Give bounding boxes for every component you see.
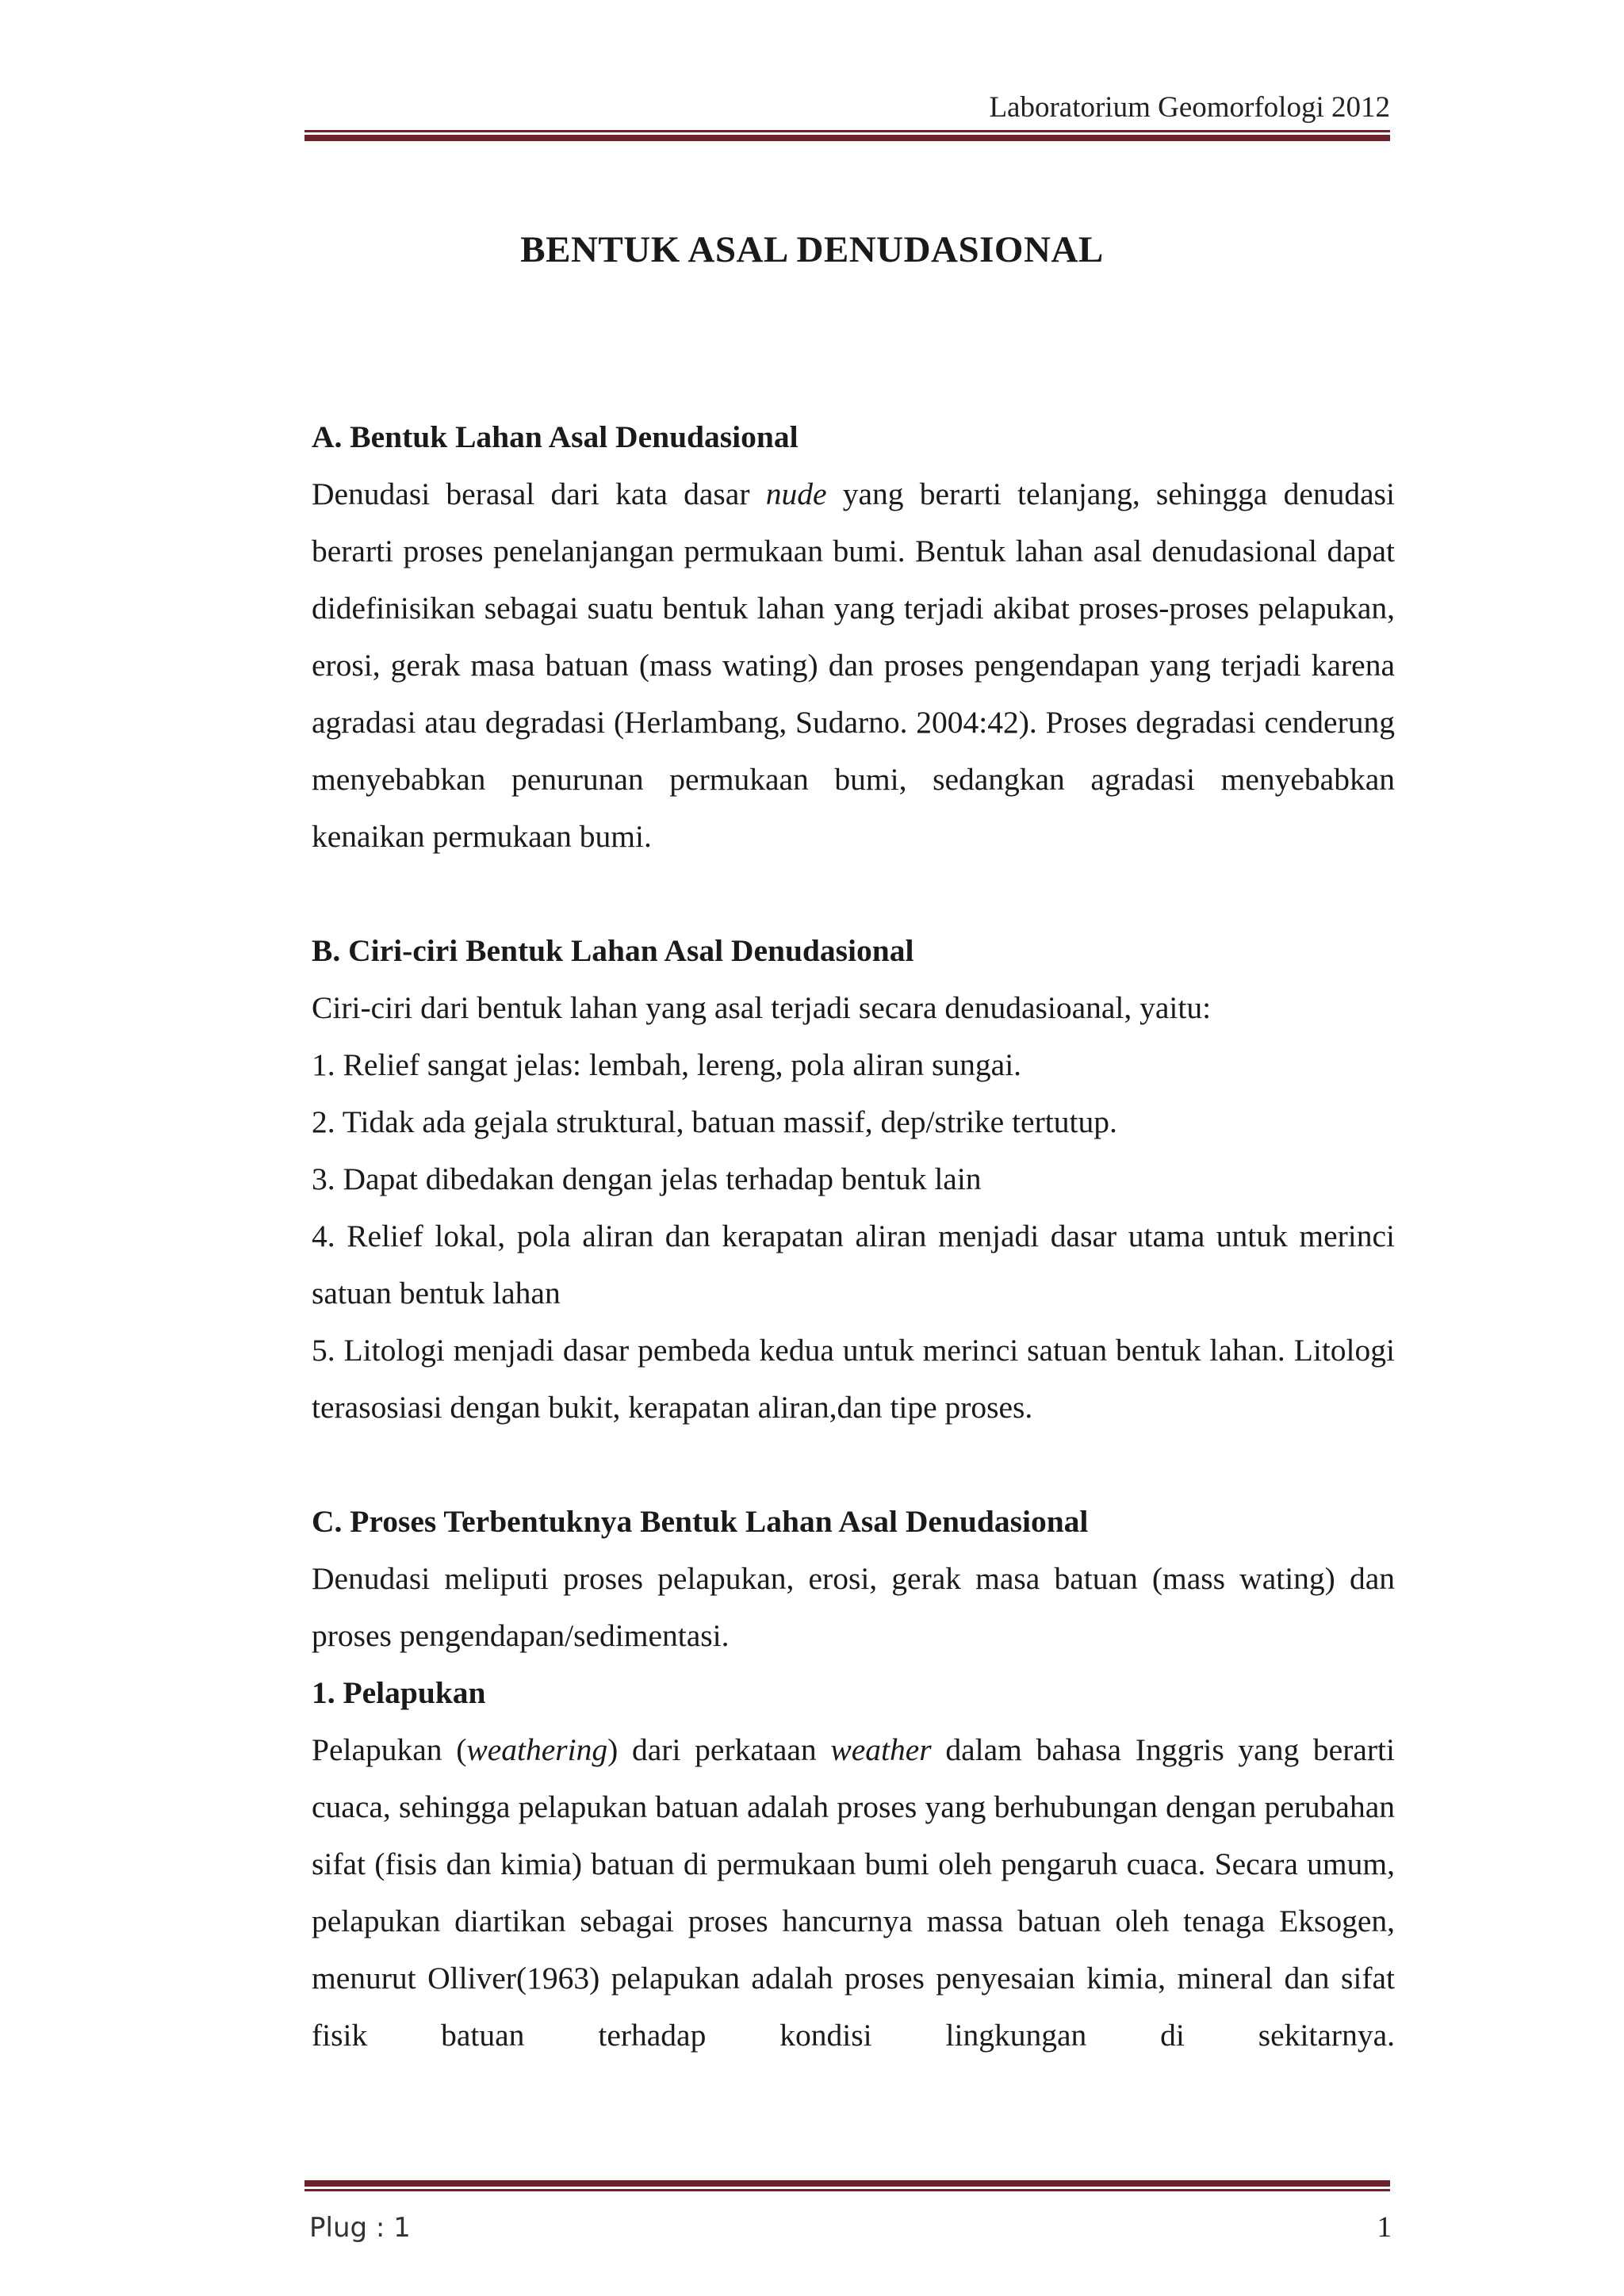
- section-c-heading: C. Proses Terbentuknya Bentuk Lahan Asal Denudasional: [312, 1504, 1089, 1539]
- list-item: 3. Dapat dibedakan dengan jelas terhadap bentuk lain: [312, 1161, 982, 1196]
- section-b-heading: B. Ciri-ciri Bentuk Lahan Asal Denudasional: [312, 933, 914, 968]
- header-rule: [304, 130, 1390, 141]
- section-b-intro: Ciri-ciri dari bentuk lahan yang asal terjadi secara denudasioanal, yaitu:: [312, 990, 1212, 1025]
- footer-rule: [304, 2180, 1390, 2191]
- subsection-pelapukan-paragraph: Pelapukan (weathering) dari perkataan weather dalam bahasa Inggris yang berarti cuaca, sehingga pelapukan batuan adalah proses yang berhubungan dengan perubahan sifat (fisis dan kimia) batuan di permukaan bumi oleh pengaruh cuaca. Secara umum, pelapukan diartikan sebagai proses hancurnya massa batuan oleh tenaga Eksogen, menurut Olliver(1963) pelapukan adalah proses penyesaian kimia, mineral dan sifat fisik batuan terhadap kondisi lingkungan di sekitarnya.: [312, 1732, 1395, 2053]
- page-number: 1: [1377, 2211, 1392, 2244]
- footer-label: Plug : 1: [309, 2212, 411, 2244]
- section-c-intro: Denudasi meliputi proses pelapukan, erosi, gerak masa batuan (mass wating) dan proses pengendapan/sedimentasi.: [312, 1561, 1395, 1653]
- section-a-heading: A. Bentuk Lahan Asal Denudasional: [312, 419, 799, 454]
- page-title: BENTUK ASAL DENUDASIONAL: [520, 229, 1104, 270]
- section-a-paragraph: Denudasi berasal dari kata dasar nude yang berarti telanjang, sehingga denudasi berarti proses penelanjangan permukaan bumi. Bentuk lahan asal denudasional dapat didefinisikan sebagai suatu bentuk lahan yang terjadi akibat proses-proses pelapukan, erosi, gerak masa batuan (mass wating) dan proses pengendapan yang terjadi karena agradasi atau degradasi (Herlambang, Sudarno. 2004:42). Proses degradasi cenderung menyebabkan penurunan permukaan bumi, sedangkan agradasi menyebabkan kenaikan permukaan bumi.: [312, 476, 1395, 854]
- list-item: 1. Relief sangat jelas: lembah, lereng, pola aliran sungai.: [312, 1047, 1022, 1082]
- list-item: 4. Relief lokal, pola aliran dan kerapatan aliran menjadi dasar utama untuk merinci satuan bentuk lahan: [312, 1219, 1395, 1311]
- list-item: 5. Litologi menjadi dasar pembeda kedua untuk merinci satuan bentuk lahan. Litologi terasosiasi dengan bukit, kerapatan aliran,dan tipe proses.: [312, 1333, 1395, 1425]
- document-body: [312, 408, 1395, 2064]
- list-item: 2. Tidak ada gejala struktural, batuan massif, dep/strike tertutup.: [312, 1104, 1117, 1139]
- subsection-pelapukan-heading: 1. Pelapukan: [312, 1675, 486, 1710]
- running-header: Laboratorium Geomorfologi 2012: [989, 91, 1390, 124]
